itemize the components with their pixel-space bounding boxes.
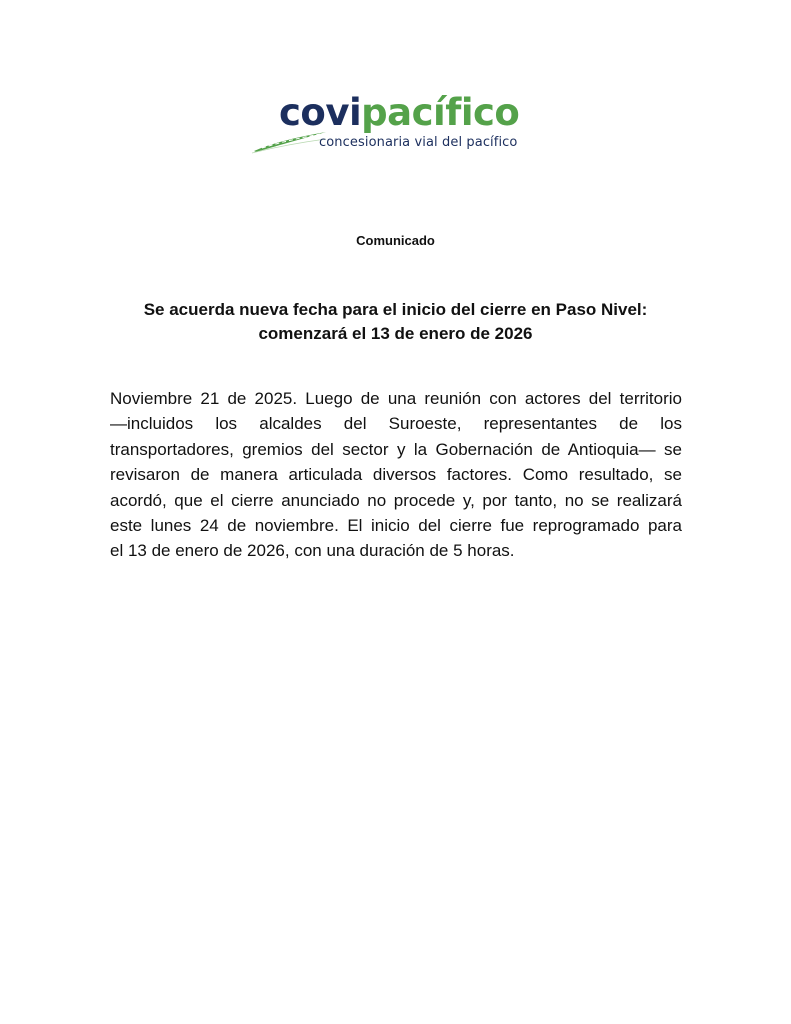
- body-line: revisaron de manera articulada diversos factores. Como resultado, se: [110, 465, 682, 485]
- body-line: acordó, que el cierre anunciado no procede y, por tanto, no se realizará: [110, 490, 682, 510]
- body-line: transportadores, gremios del sector y la Gobernación de Antioquia— se: [110, 439, 682, 459]
- body-line: el 13 de enero de 2026, con una duración de 5 horas.: [110, 541, 515, 561]
- headline: [100, 298, 691, 346]
- logo-wordmark: [279, 90, 519, 136]
- headline-line-2: comenzará el 13 de enero de 2026: [258, 324, 533, 343]
- body-line: Noviembre 21 de 2025. Luego de una reunión con actores del territorio: [110, 389, 682, 408]
- body-line: este lunes 24 de noviembre. El inicio del cierre fue reprogramado para: [110, 516, 682, 536]
- document-label: Comunicado: [356, 233, 435, 248]
- logo-wordmark-pacifico: pacífico: [361, 91, 520, 134]
- logo-wordmark-covi: covi: [279, 91, 362, 134]
- covipacifico-logo: [252, 91, 520, 160]
- body-paragraph: [110, 386, 682, 564]
- logo-tagline: concesionaria vial del pacífico: [319, 135, 518, 150]
- body-line: —incluidos los alcaldes del Suroeste, representantes de los: [110, 414, 682, 434]
- headline-line-1: Se acuerda nueva fecha para el inicio del cierre en Paso Nivel:: [143, 300, 648, 319]
